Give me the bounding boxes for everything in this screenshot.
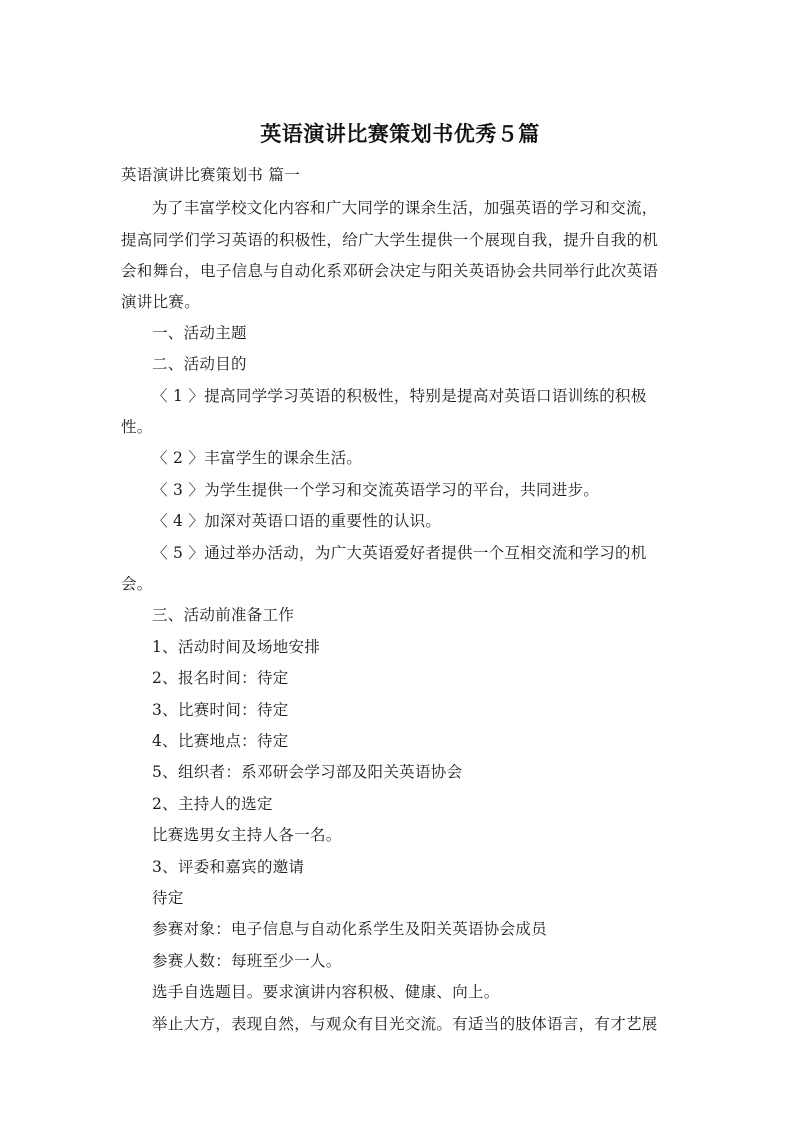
paragraph-line: 待定 xyxy=(152,889,184,907)
list-item: 〈 3 〉为学生提供一个学习和交流英语学习的平台，共同进步。 xyxy=(152,481,600,499)
list-item: 4、比赛地点：待定 xyxy=(152,732,289,750)
section-heading: 英语演讲比赛策划书 篇一 xyxy=(121,166,301,184)
paragraph-line: 参赛对象：电子信息与自动化系学生及阳关英语协会成员 xyxy=(152,920,548,938)
paragraph-line: 比赛选男女主持人各一名。 xyxy=(152,826,342,844)
paragraph-line: 举止大方，表现自然，与观众有目光交流。有适当的肢体语言，有才艺展 xyxy=(152,1015,658,1033)
section-heading: 一、活动主题 xyxy=(152,324,247,342)
list-item: 2、主持人的选定 xyxy=(152,795,273,813)
list-item: 3、比赛时间：待定 xyxy=(152,701,289,719)
list-item: 〈 2 〉丰富学生的课余生活。 xyxy=(152,449,363,467)
list-item: 〈 5 〉通过举办活动，为广大英语爱好者提供一个互相交流和学习的机 xyxy=(152,544,647,562)
paragraph-line: 演讲比赛。 xyxy=(121,293,201,311)
paragraph-line: 参赛人数：每班至少一人。 xyxy=(152,952,342,970)
list-item: 2、报名时间：待定 xyxy=(152,669,289,687)
list-item: 〈 1 〉提高同学学习英语的积极性，特别是提高对英语口语训练的积极 xyxy=(152,387,647,405)
paragraph-line: 提高同学们学习英语的积极性，给广大学生提供一个展现自我，提升自我的机 xyxy=(121,231,659,249)
document-title: 英语演讲比赛策划书优秀５篇 xyxy=(260,122,540,146)
list-item-continuation: 性。 xyxy=(121,418,153,436)
paragraph-line: 选手自选题目。要求演讲内容积极、健康、向上。 xyxy=(152,983,500,1001)
section-heading: 二、活动目的 xyxy=(152,355,247,373)
list-item: 1、活动时间及场地安排 xyxy=(152,638,321,656)
list-item: 〈 4 〉加深对英语口语的重要性的认识。 xyxy=(152,512,442,530)
list-item: 3、评委和嘉宾的邀请 xyxy=(152,858,305,876)
list-item-continuation: 会。 xyxy=(121,575,153,593)
paragraph-line: 会和舞台，电子信息与自动化系邓研会决定与阳关英语协会共同举行此次英语 xyxy=(121,262,659,280)
section-heading: 三、活动前准备工作 xyxy=(152,606,295,624)
list-item: 5、组织者：系邓研会学习部及阳关英语协会 xyxy=(152,763,463,781)
paragraph-line: 为了丰富学校文化内容和广大同学的课余生活，加强英语的学习和交流， xyxy=(152,199,658,217)
